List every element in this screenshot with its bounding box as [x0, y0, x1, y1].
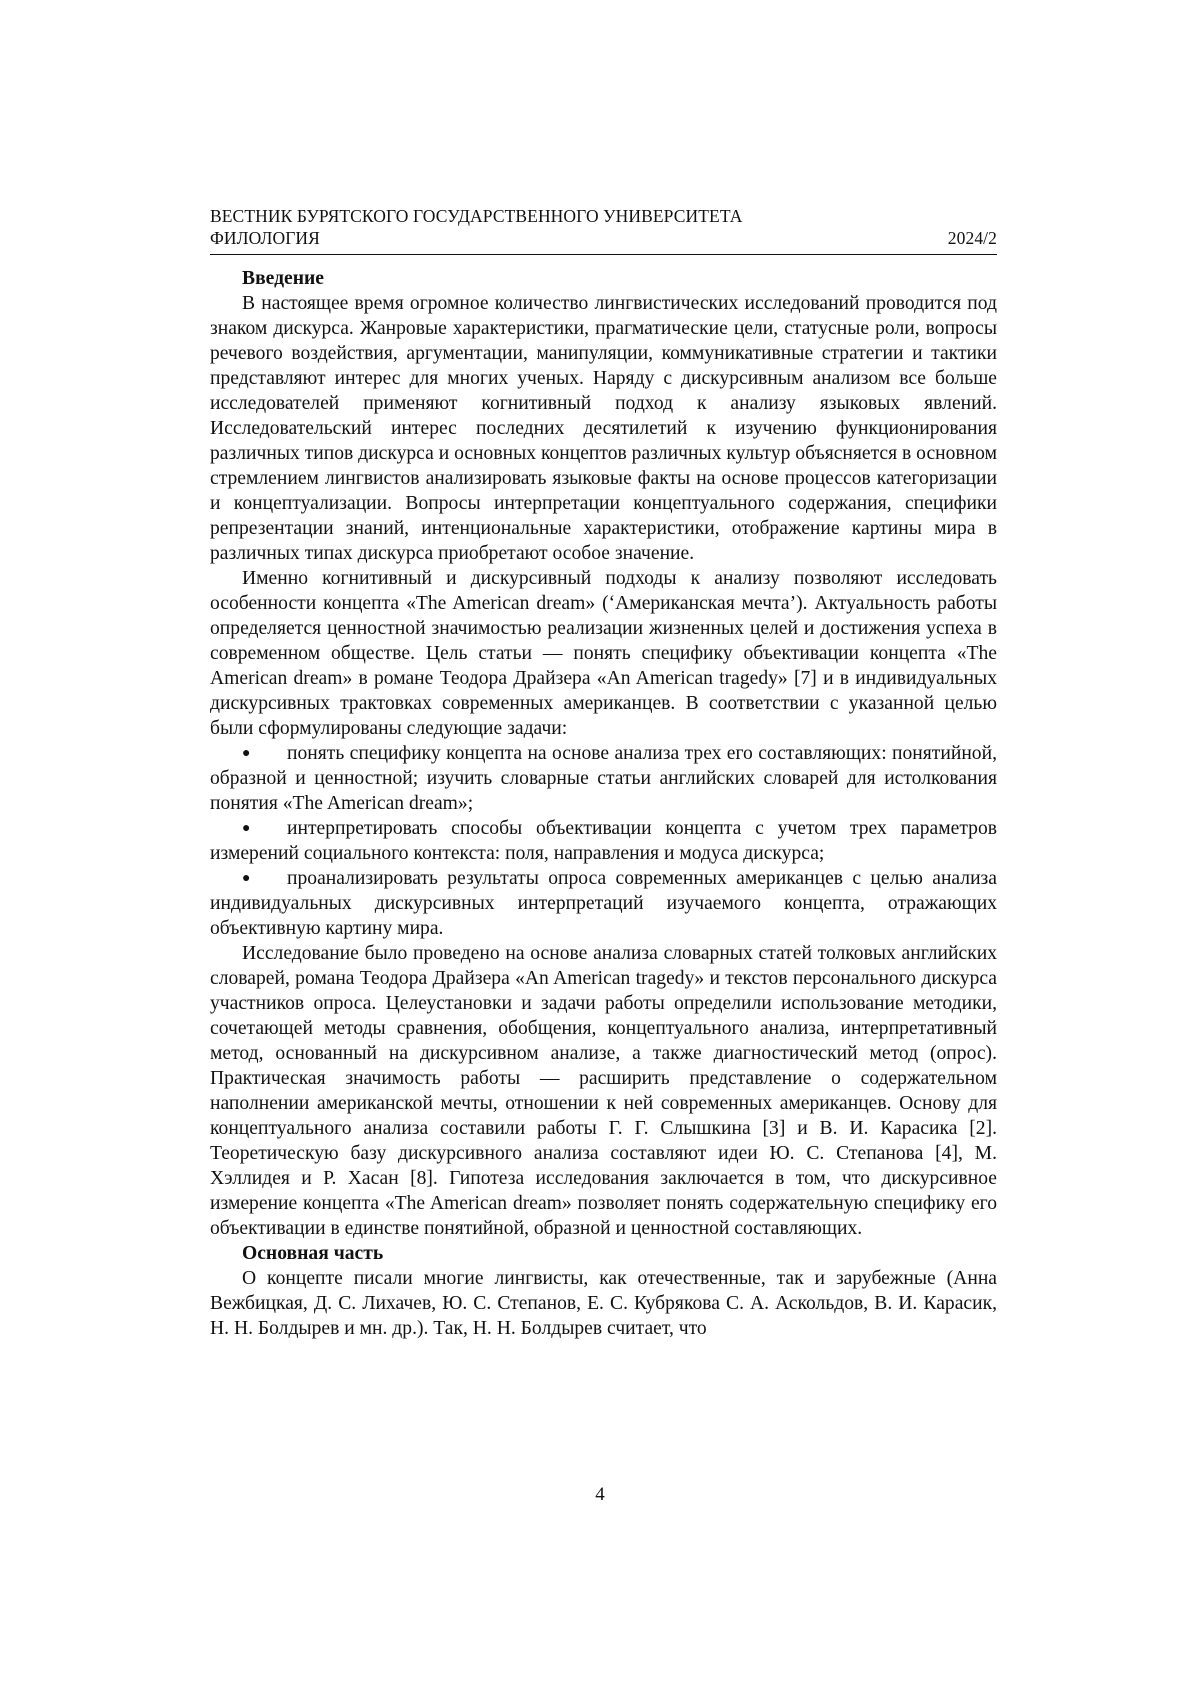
page-number: 4 [595, 1484, 605, 1505]
bullet-icon: ● [242, 821, 251, 836]
section-heading-introduction: Введение [242, 268, 324, 289]
section-name: ФИЛОЛОГИЯ [210, 228, 320, 248]
paragraph: Исследование было проведено на основе анализа словарных статей толковых английских словарей, романа Теодора Драйзера «An American tragedy» и текстов персонального дискурса участников опроса. Целеустановки и задачи работы определили использование методики, сочетающей методы сравнения, обобщения, концептуального анализа, интерпретативный метод, основанный на дискурсивном анализе, а также диагностический метод (опрос). Практическая значимость работы — расширить представление о содержательном наполнении американской мечты, отношении к ней современных американцев. Основу для концептуального анализа составили работы Г. Г. Слышкина [3] и В. И. Карасика [2]. Теоретическую базу дискурсивного анализа составляют идеи Ю. С. Степанова [4], М. Хэллидея и Р. Хасан [8]. Гипотеза исследования заключается в том, что дискурсивное измерение концепта «The American dream» позволяет понять содержательную специфику его объективации в единстве понятийной, образной и ценностной составляющих. [210, 943, 997, 1239]
section-heading-main-part: Основная часть [242, 1243, 384, 1264]
running-head-line-2 [210, 227, 997, 249]
issue-number: 2024/2 [947, 228, 997, 248]
task-list-item [210, 866, 997, 941]
task-list-item [210, 741, 997, 816]
task-text: понять специфику концепта на основе анализа трех его составляющих: понятийной, образной и ценностной; изучить словарные статьи английских словарей для истолкования понятия «The American dream»; [210, 743, 997, 814]
paragraph: О концепте писали многие лингвисты, как отечественные, так и зарубежные (Анна Вежбицкая, Д. С. Лихачев, Ю. С. Степанов, Е. С. Кубрякова С. А. Аскольдов, В. И. Карасик, Н. Н. Болдырев и мн. др.). Так, Н. Н. Болдырев считает, что [210, 1268, 997, 1339]
paragraph: В настоящее время огромное количество лингвистических исследований проводится под знаком дискурса. Жанровые характеристики, прагматические цели, статусные роли, вопросы речевого воздействия, аргументации, манипуляции, коммуникативные стратегии и тактики представляют интерес для многих ученых. Наряду с дискурсивным анализом все больше исследователей применяют когнитивный подход к анализу языковых явлений. Исследовательский интерес последних десятилетий к изучению функционирования различных типов дискурса и основных концептов различных культур объясняется в основном стремлением лингвистов анализировать языковые факты на основе процессов категоризации и концептуализации. Вопросы интерпретации концептуального содержания, специфики репрезентации знаний, интенциональные характеристики, отображение картины мира в различных типах дискурса приобретают особое значение. [210, 293, 998, 564]
bullet-icon: ● [242, 746, 251, 761]
header-divider [210, 254, 997, 255]
task-text: интерпретировать способы объективации концепта с учетом трех параметров измерений социального контекста: поля, направления и модуса дискурса; [210, 818, 997, 864]
journal-title: ВЕСТНИК БУРЯТСКОГО ГОСУДАРСТВЕННОГО УНИВЕРСИТЕТА [210, 206, 743, 226]
task-list-item [210, 816, 997, 866]
page [210, 205, 997, 1341]
paragraph: Именно когнитивный и дискурсивный подходы к анализу позволяют исследовать особенности концепта «The American dream» (‘Американская мечта’). Актуальность работы определяется ценностной значимостью реализации жизненных целей и достижения успеха в современном обществе. Цель статьи — понять специфику объективации концепта «The American dream» в романе Теодора Драйзера «An American tragedy» [7] и в индивидуальных дискурсивных трактовках современных американцев. В соответствии с указанной целью были сформулированы следующие задачи: [210, 568, 997, 739]
running-head [210, 205, 997, 249]
bullet-icon: ● [242, 871, 251, 886]
task-text: проанализировать результаты опроса современных американцев с целью анализа индивидуальных дискурсивных интерпретаций изучаемого концепта, отражающих объективную картину мира. [210, 868, 997, 939]
article-body [210, 266, 997, 1341]
